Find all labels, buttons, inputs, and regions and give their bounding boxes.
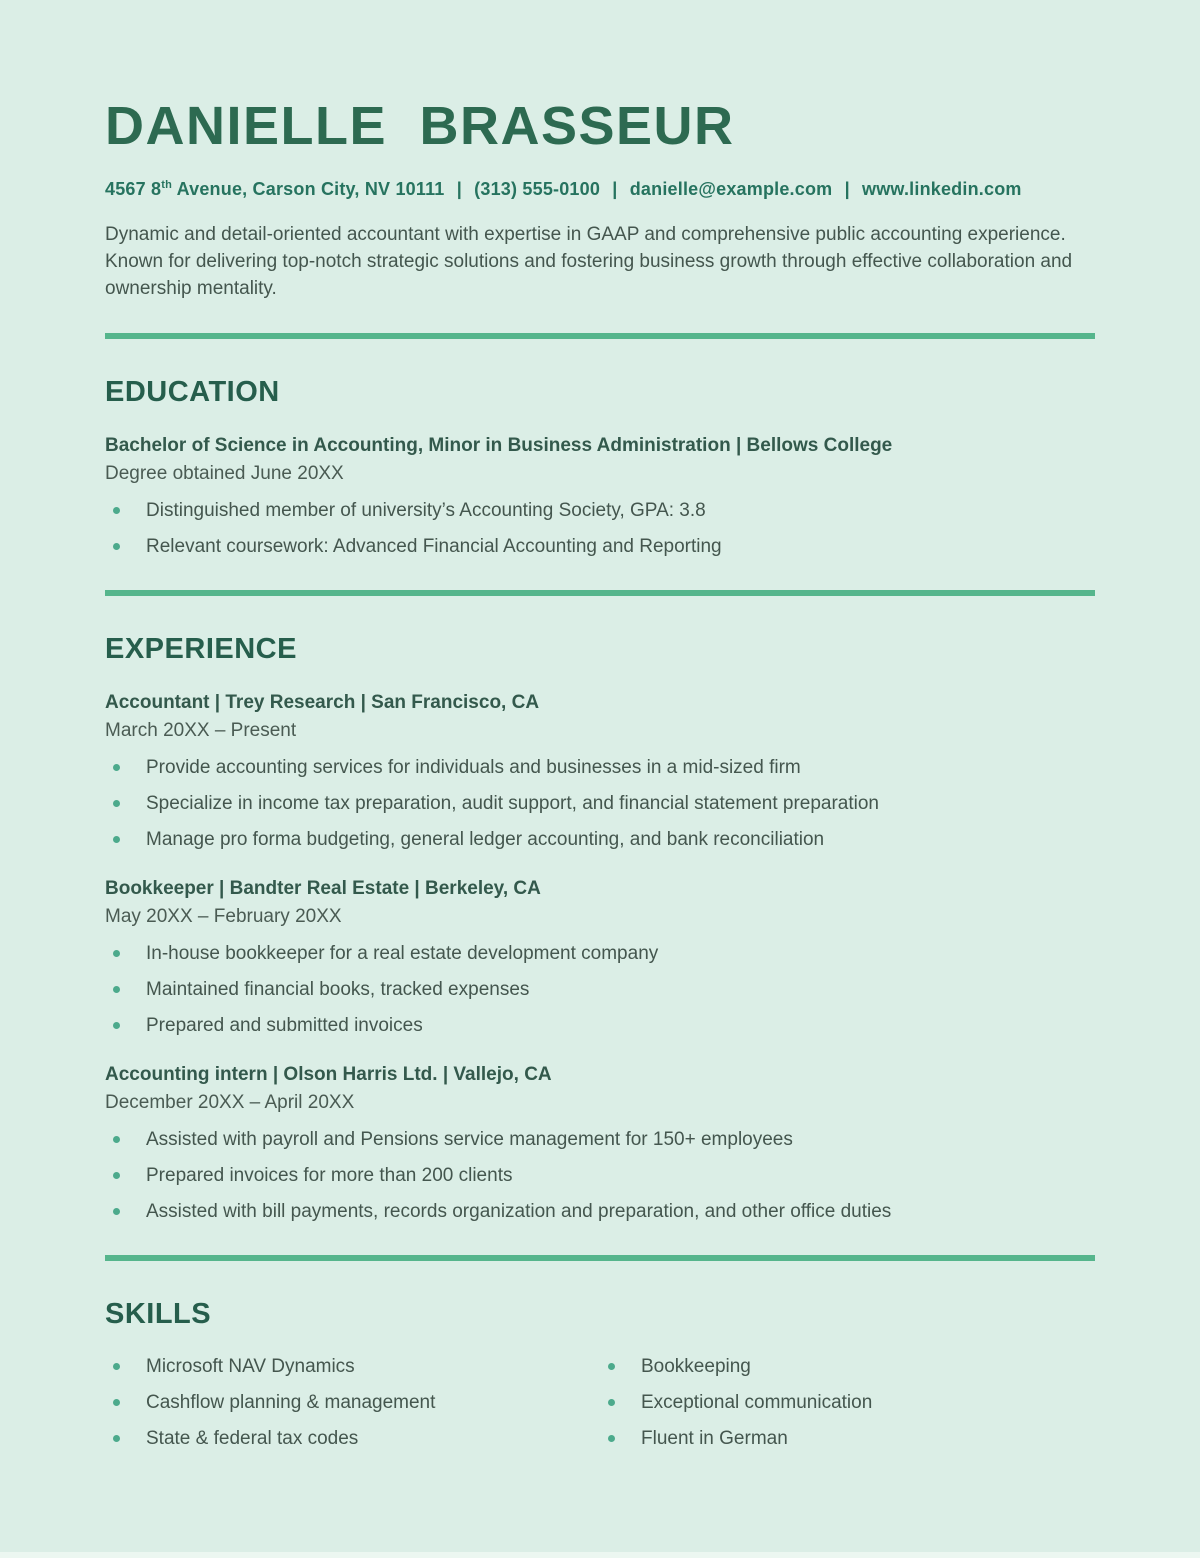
job-entry <box>105 1061 1095 1224</box>
list-item: Microsoft NAV Dynamics <box>105 1354 600 1379</box>
street-address: 4567 8th Avenue, Carson City, NV 10111 <box>105 179 445 200</box>
pipe-separator: | <box>456 179 462 200</box>
list-item: Specialize in income tax preparation, audit support, and financial statement preparation <box>105 791 1095 816</box>
bullet-icon <box>113 836 120 843</box>
phone-number: (313) 555-0100 <box>474 179 601 200</box>
bullet-icon <box>608 1399 615 1406</box>
section-divider <box>105 590 1095 596</box>
education-heading: EDUCATION <box>105 376 280 409</box>
job-bullet-list <box>105 755 1095 852</box>
summary-text: Dynamic and detail-oriented accountant with expertise in GAAP and comprehensive public accounting experience. Known for delivering top-notch strategic solutions and fostering business growth through effective collaboration and ownership mentality. <box>105 224 1073 300</box>
bullet-icon <box>113 507 120 514</box>
skills-section <box>105 1298 1095 1462</box>
person-name: DANIELLE BRASSEUR <box>105 96 735 156</box>
contact-line <box>105 179 1095 200</box>
degree-date: Degree obtained June 20XX <box>105 463 344 485</box>
bullet-icon <box>113 543 120 550</box>
bullet-icon <box>113 1399 120 1406</box>
list-item: Cashflow planning & management <box>105 1390 600 1415</box>
job-dates: May 20XX – February 20XX <box>105 906 342 928</box>
skills-heading: SKILLS <box>105 1298 212 1331</box>
list-item: Distinguished member of university’s Accounting Society, GPA: 3.8 <box>105 498 1095 523</box>
skills-column-left <box>105 1354 600 1462</box>
experience-heading: EXPERIENCE <box>105 633 297 666</box>
job-entry <box>105 689 1095 852</box>
email-address: danielle@example.com <box>629 179 833 200</box>
job-title: Accountant | Trey Research | San Francisco, CA <box>105 692 540 714</box>
job-title: Accounting intern | Olson Harris Ltd. | Vallejo, CA <box>105 1064 552 1086</box>
job-title: Bookkeeper | Bandter Real Estate | Berkeley, CA <box>105 878 541 900</box>
list-item: In-house bookkeeper for a real estate development company <box>105 941 1095 966</box>
list-item: Prepared and submitted invoices <box>105 1013 1095 1038</box>
list-item: Maintained financial books, tracked expenses <box>105 977 1095 1002</box>
website-url: www.linkedin.com <box>862 179 1022 200</box>
bullet-icon <box>113 1022 120 1029</box>
degree-title: Bachelor of Science in Accounting, Minor in Business Administration | Bellows College <box>105 435 893 457</box>
job-dates: December 20XX – April 20XX <box>105 1092 355 1114</box>
pipe-separator: | <box>844 179 850 200</box>
bullet-icon <box>113 1136 120 1143</box>
experience-section <box>105 633 1095 1224</box>
section-divider <box>105 1255 1095 1261</box>
education-bullet-list <box>105 498 1095 559</box>
list-item: Relevant coursework: Advanced Financial Accounting and Reporting <box>105 534 1095 559</box>
page-bottom-edge <box>0 1552 1200 1558</box>
bullet-icon <box>113 950 120 957</box>
bullet-icon <box>113 986 120 993</box>
job-entry <box>105 875 1095 1038</box>
bullet-icon <box>113 764 120 771</box>
job-bullet-list <box>105 1127 1095 1224</box>
bullet-icon <box>608 1363 615 1370</box>
bullet-icon <box>113 1435 120 1442</box>
list-item: Bookkeeping <box>600 1354 1095 1379</box>
skills-column-right <box>600 1354 1095 1462</box>
bullet-icon <box>113 1363 120 1370</box>
education-section <box>105 376 1095 559</box>
bullet-icon <box>113 800 120 807</box>
list-item: Provide accounting services for individuals and businesses in a mid-sized firm <box>105 755 1095 780</box>
bullet-icon <box>113 1172 120 1179</box>
ordinal-superscript: th <box>161 179 173 192</box>
job-dates: March 20XX – Present <box>105 720 297 742</box>
pipe-separator: | <box>612 179 618 200</box>
list-item: Manage pro forma budgeting, general ledger accounting, and bank reconciliation <box>105 827 1095 852</box>
section-divider <box>105 333 1095 339</box>
bullet-icon <box>113 1208 120 1215</box>
list-item: Prepared invoices for more than 200 clients <box>105 1163 1095 1188</box>
bullet-icon <box>608 1435 615 1442</box>
list-item: Assisted with payroll and Pensions service management for 150+ employees <box>105 1127 1095 1152</box>
list-item: Fluent in German <box>600 1426 1095 1451</box>
skills-grid <box>105 1343 1095 1462</box>
resume-header <box>105 96 1095 302</box>
list-item: Assisted with bill payments, records organization and preparation, and other office duties <box>105 1199 1095 1224</box>
job-bullet-list <box>105 941 1095 1038</box>
list-item: Exceptional communication <box>600 1390 1095 1415</box>
list-item: State & federal tax codes <box>105 1426 600 1451</box>
